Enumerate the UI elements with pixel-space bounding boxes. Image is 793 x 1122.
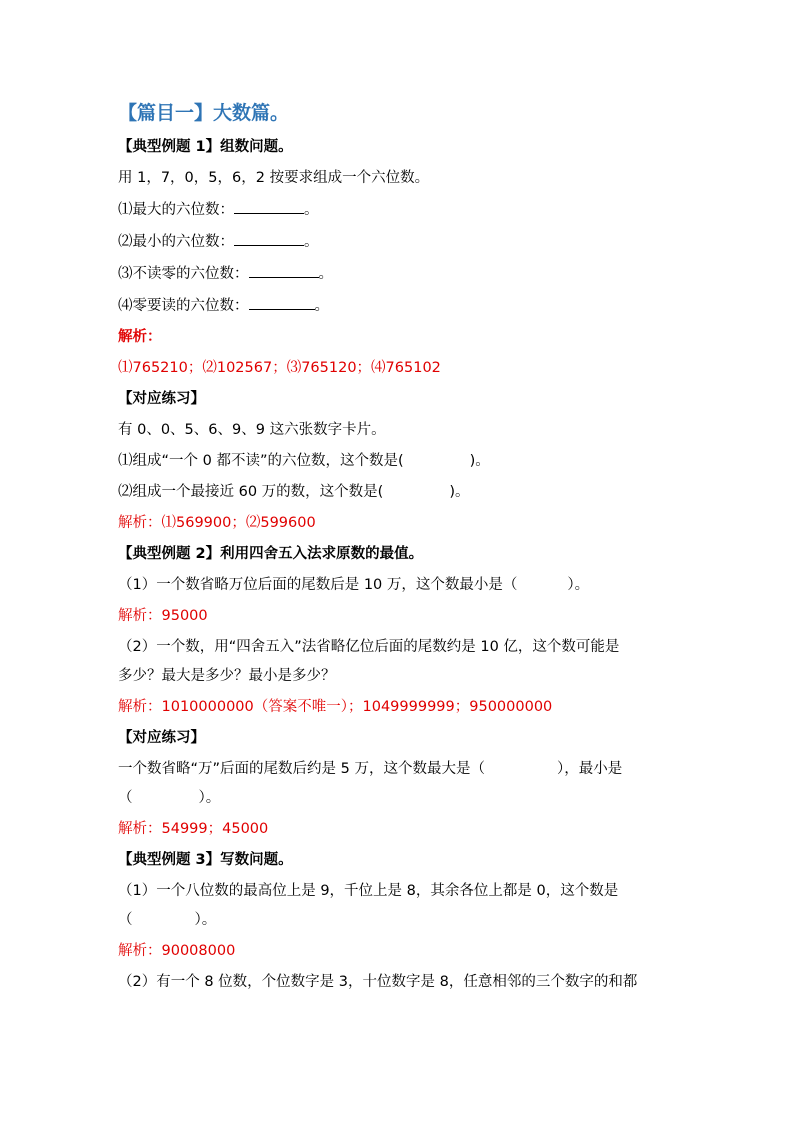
example-2-question-1	[118, 575, 688, 595]
example-2-answer-1: 解析：95000	[118, 608, 208, 624]
question-text: （	[118, 790, 133, 806]
question-text: （1）一个数省略万位后面的尾数后是 10 万，这个数最小是（	[118, 577, 518, 593]
question-text: ⑶不读零的六位数：	[118, 266, 249, 282]
answer-blank	[234, 199, 304, 214]
question-end: 。	[318, 266, 333, 282]
practice-1-heading: 【对应练习】	[118, 391, 205, 407]
example-2-question-2-line-2: 多少？最大是多少？最小是多少？	[118, 668, 336, 684]
section-title: 【篇目一】大数篇。	[118, 102, 290, 124]
question-text: 一个数省略“万”后面的尾数后约是 5 万，这个数最大是（	[118, 761, 485, 777]
example-2-answer-2: 解析：1010000000（答案不唯一）；1049999999；950000000	[118, 699, 553, 715]
example-3-heading: 【典型例题 3】写数问题。	[118, 852, 293, 868]
question-end: ）。	[567, 577, 590, 593]
practice-1-stem: 有 0、0、5、6、9、9 这六张数字卡片。	[118, 422, 386, 438]
example-2-question-2-line-1: （2）一个数，用“四舍五入”法省略亿位后面的尾数约是 10 亿，这个数可能是	[118, 639, 620, 655]
practice-1-question-1	[118, 451, 688, 471]
example-3-question-2-line-1: （2）有一个 8 位数，个位数字是 3，十位数字是 8，任意相邻的三个数字的和都	[118, 974, 638, 990]
question-text: ⑷零要读的六位数：	[118, 298, 249, 314]
question-end: )。	[469, 453, 490, 469]
document-content	[118, 100, 688, 992]
example-1-question-4	[118, 295, 688, 316]
question-end: 。	[304, 202, 319, 218]
question-text: ⑴组成“一个 0 都不读”的六位数，这个数是(	[118, 453, 404, 469]
question-end: )。	[449, 484, 470, 500]
question-text: ⑴最大的六位数：	[118, 202, 234, 218]
answer-blank	[234, 231, 304, 246]
question-text-2: ），最小是	[556, 761, 623, 777]
question-text: （	[118, 912, 133, 928]
answer-blank	[249, 263, 319, 278]
example-1-question-1	[118, 199, 688, 220]
example-1-stem: 用 1，7，0，5，6，2 按要求组成一个六位数。	[118, 170, 430, 186]
practice-1-answer: 解析：⑴569900；⑵599600	[118, 515, 316, 531]
answer-blank	[249, 295, 315, 310]
example-1-question-3	[118, 263, 688, 284]
question-end: ）。	[198, 790, 221, 806]
practice-2-answer: 解析：54999；45000	[118, 821, 269, 837]
example-1-answer: ⑴765210；⑵102567；⑶765120；⑷765102	[118, 360, 441, 376]
example-1-analysis-label: 解析：	[118, 329, 162, 345]
question-end: ）。	[194, 912, 217, 928]
practice-1-question-2	[118, 482, 688, 502]
practice-2-line-1	[118, 759, 688, 779]
example-1-question-2	[118, 231, 688, 252]
question-text: ⑵组成一个最接近 60 万的数，这个数是(	[118, 484, 384, 500]
example-1-heading: 【典型例题 1】组数问题。	[118, 139, 293, 155]
example-3-answer-1: 解析：90008000	[118, 943, 236, 959]
practice-2-heading: 【对应练习】	[118, 730, 205, 746]
practice-2-line-2	[118, 788, 688, 808]
example-3-question-1-line-1: （1）一个八位数的最高位上是 9，千位上是 8，其余各位上都是 0，这个数是	[118, 883, 619, 899]
example-3-question-1-line-2	[118, 910, 688, 930]
question-text: ⑵最小的六位数：	[118, 234, 234, 250]
question-end: 。	[314, 298, 329, 314]
question-end: 。	[304, 234, 319, 250]
example-2-heading: 【典型例题 2】利用四舍五入法求原数的最值。	[118, 546, 424, 562]
